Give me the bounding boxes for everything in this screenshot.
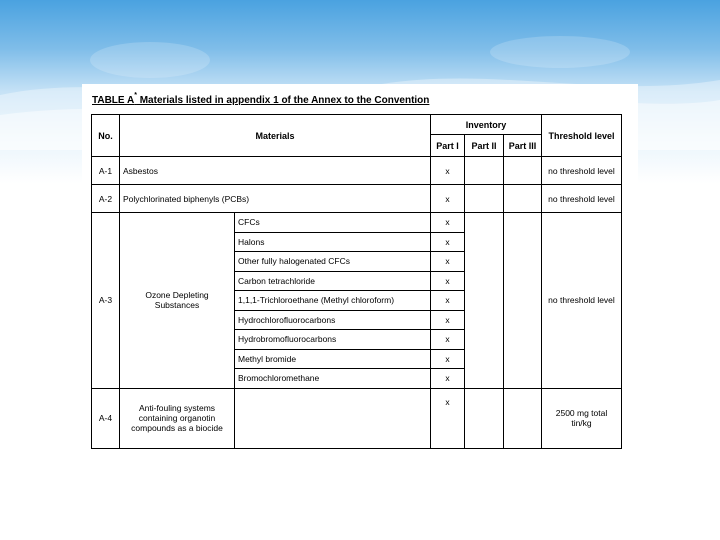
row-a4-part3 — [504, 388, 542, 448]
header-inventory: Inventory — [431, 115, 542, 135]
row-a1-part1: x — [431, 157, 465, 185]
header-part3: Part III — [504, 135, 542, 157]
row-a3-item-part1: x — [431, 291, 465, 311]
row-a3-threshold: no threshold level — [542, 213, 622, 389]
row-a1-no: A-1 — [92, 157, 120, 185]
row-a3-item-part1: x — [431, 252, 465, 272]
row-a3-item-part1: x — [431, 330, 465, 350]
table-title-prefix: TABLE A — [92, 95, 135, 106]
header-part1: Part I — [431, 135, 465, 157]
header-part2: Part II — [465, 135, 504, 157]
row-a4-part1: x — [431, 388, 465, 448]
row-a3-item-name: Carbon tetrachloride — [235, 271, 431, 291]
row-a3-item-name: Hydrobromofluorocarbons — [235, 330, 431, 350]
document-page — [82, 84, 638, 454]
table-title-marker: * — [134, 92, 137, 99]
row-a2-no: A-2 — [92, 185, 120, 213]
row-a4-blank — [235, 388, 431, 448]
row-a3-group: Ozone Depleting Substances — [120, 213, 235, 389]
row-a2-part3 — [504, 185, 542, 213]
row-a3-item-name: Other fully halogenated CFCs — [235, 252, 431, 272]
row-a1-part2 — [465, 157, 504, 185]
row-a3-item-part1: x — [431, 310, 465, 330]
row-a2-part1: x — [431, 185, 465, 213]
row-a3-item-part1: x — [431, 271, 465, 291]
row-a3-item — [92, 213, 622, 233]
row-a3-part3 — [504, 213, 542, 389]
row-a3-no: A-3 — [92, 213, 120, 389]
table-title — [92, 92, 429, 106]
row-a1 — [92, 157, 622, 185]
row-a3-item-name: Halons — [235, 232, 431, 252]
row-a3-item-name: Bromochloromethane — [235, 369, 431, 389]
header-materials: Materials — [120, 115, 431, 157]
row-a4-threshold: 2500 mg total tin/kg — [542, 388, 622, 448]
row-a1-part3 — [504, 157, 542, 185]
row-a4-part2 — [465, 388, 504, 448]
row-a2 — [92, 185, 622, 213]
row-a2-material: Polychlorinated biphenyls (PCBs) — [120, 185, 431, 213]
row-a4-group: Anti-fouling systems containing organotin compounds as a biocide — [120, 388, 235, 448]
row-a3-item-part1: x — [431, 213, 465, 233]
row-a1-material: Asbestos — [120, 157, 431, 185]
materials-table — [91, 114, 622, 449]
header-no: No. — [92, 115, 120, 157]
row-a3-part2 — [465, 213, 504, 389]
row-a3-item-name: 1,1,1-Trichloroethane (Methyl chloroform) — [235, 291, 431, 311]
row-a4-no: A-4 — [92, 388, 120, 448]
row-a2-threshold: no threshold level — [542, 185, 622, 213]
row-a3-item-name: CFCs — [235, 213, 431, 233]
row-a2-part2 — [465, 185, 504, 213]
row-a3-item-name: Hydrochlorofluorocarbons — [235, 310, 431, 330]
row-a1-threshold: no threshold level — [542, 157, 622, 185]
row-a3-item-part1: x — [431, 232, 465, 252]
header-row-1 — [92, 115, 622, 135]
row-a3-item-part1: x — [431, 369, 465, 389]
table-title-text: Materials listed in appendix 1 of the Annex to the Convention — [136, 95, 430, 106]
row-a3-item-name: Methyl bromide — [235, 349, 431, 369]
row-a4 — [92, 388, 622, 448]
header-threshold: Threshold level — [542, 115, 622, 157]
row-a3-item-part1: x — [431, 349, 465, 369]
